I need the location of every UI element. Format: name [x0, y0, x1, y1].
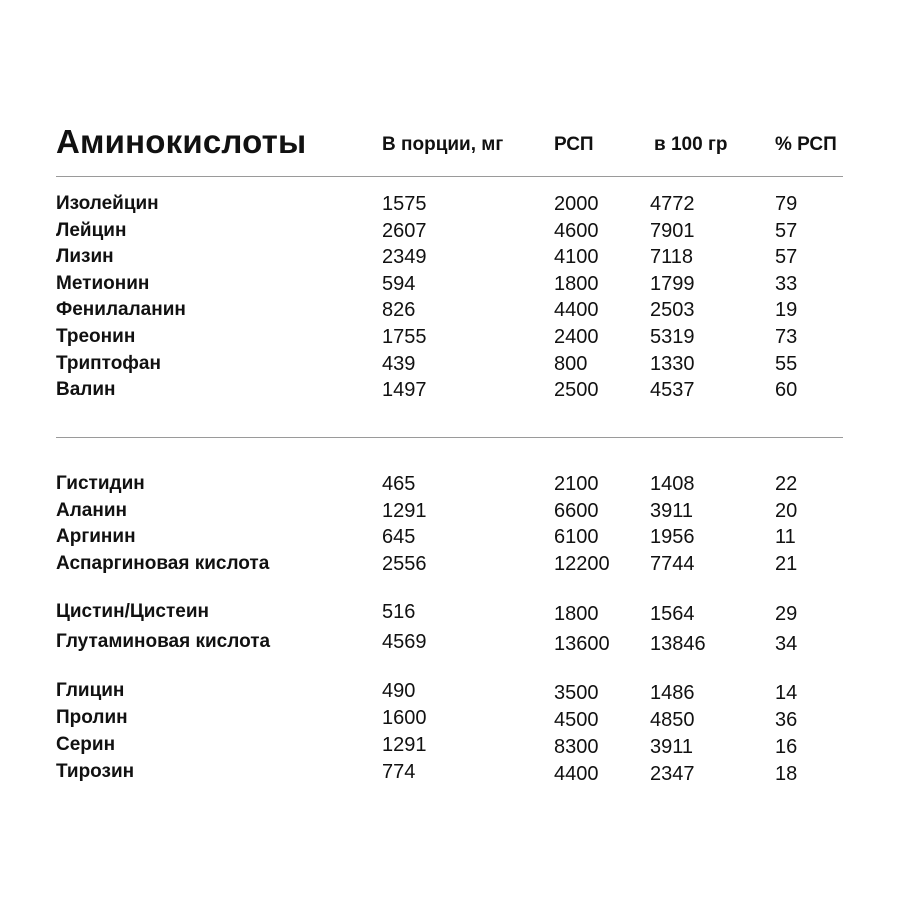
portion-value: 516	[382, 600, 416, 623]
amino-acid-name: Тирозин	[56, 760, 135, 782]
page-title: Аминокислоты	[56, 123, 307, 160]
amino-acid-name: Аспаргиновая кислота	[56, 552, 270, 574]
rsp-value: 2000	[554, 193, 599, 215]
per100-value: 1486	[650, 681, 695, 704]
pct-value: 20	[775, 499, 798, 522]
pct-value: 33	[775, 272, 798, 295]
table-row	[56, 325, 846, 352]
rsp-value: 4400	[554, 299, 599, 322]
amino-acid-name: Глутаминовая кислота	[56, 630, 271, 652]
table-row	[56, 219, 846, 246]
portion-value: 1497	[382, 379, 427, 402]
rsp-value: 4500	[554, 708, 599, 731]
pct-value: 36	[775, 708, 798, 731]
amino-acid-name: Лизин	[56, 246, 114, 268]
rsp-value: 4600	[554, 219, 599, 242]
amino-acid-name: Лейцин	[56, 219, 127, 241]
portion-value: 439	[382, 352, 416, 375]
rsp-value: 6600	[554, 499, 599, 522]
rsp-value: 6100	[554, 526, 599, 549]
portion-value: 2556	[382, 552, 427, 575]
amino-acid-name: Треонин	[56, 325, 136, 347]
per100-value: 7118	[650, 246, 694, 269]
table-row	[56, 679, 846, 706]
table-row	[56, 760, 846, 787]
rsp-value: 3500	[554, 681, 599, 704]
pct-value: 34	[775, 632, 798, 655]
table-row	[56, 733, 846, 760]
pct-value: 21	[775, 552, 798, 575]
per100-value: 4772	[650, 193, 695, 215]
header-divider	[56, 176, 843, 177]
portion-value: 4569	[382, 630, 427, 653]
amino-acid-name: Гистидин	[56, 473, 145, 494]
portion-value: 1755	[382, 325, 427, 348]
pct-value: 14	[775, 681, 798, 704]
per100-value: 1799	[650, 272, 695, 295]
table-row	[56, 192, 846, 219]
amino-acid-name: Аланин	[56, 499, 127, 521]
column-header-portion: В порции, мг	[382, 134, 504, 155]
portion-value: 645	[382, 526, 416, 549]
per100-value: 7744	[650, 552, 695, 575]
portion-value: 2349	[382, 246, 427, 269]
rsp-value: 12200	[554, 552, 610, 575]
table-row	[56, 525, 846, 552]
amino-acid-name: Валин	[56, 379, 116, 401]
per100-value: 3911	[650, 499, 694, 522]
per100-value: 1564	[650, 602, 695, 625]
table-row	[56, 600, 846, 630]
per100-value: 1330	[650, 352, 695, 375]
group-divider	[56, 437, 843, 438]
pct-value: 11	[775, 526, 796, 549]
rsp-value: 1800	[554, 602, 599, 625]
portion-value: 1291	[382, 733, 427, 756]
pct-value: 18	[775, 762, 798, 785]
pct-value: 57	[775, 219, 798, 242]
table-row	[56, 472, 846, 499]
table-header	[56, 122, 846, 162]
amino-acid-name: Аргинин	[56, 526, 136, 548]
per100-value: 5319	[650, 325, 695, 348]
amino-acid-name: Триптофан	[56, 352, 161, 374]
portion-value: 826	[382, 299, 416, 322]
table-row	[56, 552, 846, 600]
pct-value: 73	[775, 325, 798, 348]
pct-value: 19	[775, 299, 798, 322]
portion-value: 1600	[382, 706, 427, 729]
rsp-value: 1800	[554, 272, 599, 295]
table-row	[56, 378, 846, 405]
column-header-pct: % РСП	[775, 134, 837, 155]
amino-acid-name: Серин	[56, 733, 116, 755]
table-row	[56, 272, 846, 299]
portion-value: 594	[382, 272, 416, 295]
amino-acid-name: Метионин	[56, 272, 150, 294]
pct-value: 57	[775, 246, 798, 269]
portion-value: 465	[382, 473, 416, 495]
rsp-value: 2500	[554, 379, 599, 402]
other-amino-acids-group	[56, 472, 846, 787]
rsp-value: 800	[554, 352, 588, 375]
amino-acid-name: Фенилаланин	[56, 299, 186, 321]
amino-acid-name: Изолейцин	[56, 193, 159, 214]
pct-value: 22	[775, 473, 798, 495]
essential-amino-acids-group	[56, 192, 846, 405]
rsp-value: 8300	[554, 735, 599, 758]
per100-value: 3911	[650, 735, 694, 758]
per100-value: 1956	[650, 526, 695, 549]
per100-value: 4537	[650, 379, 695, 402]
per100-value: 7901	[650, 219, 695, 242]
table-row	[56, 298, 846, 325]
rsp-value: 4100	[554, 246, 599, 269]
portion-value: 774	[382, 760, 416, 783]
rsp-value: 2400	[554, 325, 599, 348]
portion-value: 2607	[382, 219, 427, 242]
rsp-value: 2100	[554, 473, 599, 495]
table-row	[56, 352, 846, 379]
per100-value: 4850	[650, 708, 695, 731]
per100-value: 2347	[650, 762, 695, 785]
amino-acid-name: Пролин	[56, 706, 128, 728]
portion-value: 1575	[382, 193, 427, 215]
rsp-value: 13600	[554, 632, 610, 655]
rsp-value: 4400	[554, 762, 599, 785]
column-header-per100: в 100 гр	[654, 134, 728, 155]
pct-value: 60	[775, 379, 798, 402]
portion-value: 1291	[382, 499, 427, 522]
amino-acid-name: Глицин	[56, 679, 125, 701]
per100-value: 1408	[650, 473, 695, 495]
table-row	[56, 245, 846, 272]
per100-value: 13846	[650, 632, 706, 655]
per100-value: 2503	[650, 299, 695, 322]
table-row	[56, 499, 846, 526]
table-row	[56, 630, 846, 679]
table-row	[56, 706, 846, 733]
pct-value: 16	[775, 735, 798, 758]
column-header-rsp: РСП	[554, 134, 594, 155]
pct-value: 29	[775, 602, 798, 625]
portion-value: 490	[382, 679, 416, 702]
pct-value: 55	[775, 352, 798, 375]
pct-value: 79	[775, 193, 798, 215]
amino-acid-name: Цистин/Цистеин	[56, 600, 210, 622]
